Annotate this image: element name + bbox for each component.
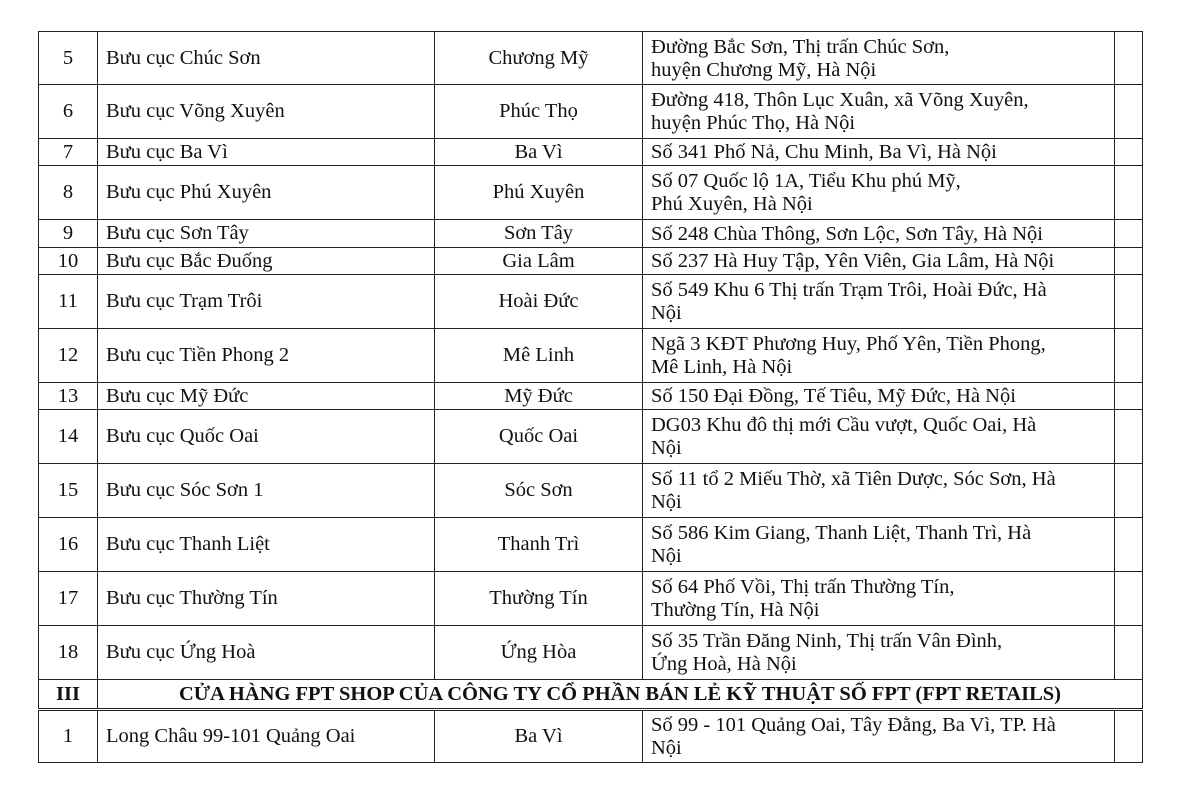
- address-line: Số 64 Phố Vồi, Thị trấn Thường Tín,: [651, 576, 955, 598]
- row-number: 15: [39, 464, 98, 518]
- row-number: 13: [39, 383, 98, 410]
- table-row: [39, 464, 1143, 518]
- address-line: Số 07 Quốc lộ 1A, Tiểu Khu phú Mỹ,: [651, 170, 961, 192]
- table-row: [39, 410, 1143, 464]
- address-line: Nội: [651, 302, 682, 324]
- office-name: Bưu cục Thường Tín: [98, 572, 435, 626]
- address-line: Số 237 Hà Huy Tập, Yên Viên, Gia Lâm, Hà Nội: [651, 250, 1055, 272]
- note-cell: [1115, 275, 1143, 329]
- address: [643, 166, 1115, 220]
- address: [643, 572, 1115, 626]
- office-name: Bưu cục Chúc Sơn: [98, 32, 435, 85]
- office-name: Bưu cục Sơn Tây: [98, 220, 435, 248]
- section-header: [39, 680, 1143, 710]
- address: [643, 626, 1115, 680]
- office-name: Bưu cục Ba Vì: [98, 139, 435, 166]
- row-number: 11: [39, 275, 98, 329]
- table-row: [39, 220, 1143, 248]
- row-number: 16: [39, 518, 98, 572]
- office-name: Long Châu 99-101 Quảng Oai: [98, 710, 435, 763]
- row-number: 1: [39, 710, 98, 763]
- table-row: [39, 572, 1143, 626]
- office-name: Bưu cục Quốc Oai: [98, 410, 435, 464]
- document-page: [38, 31, 1142, 763]
- note-cell: [1115, 166, 1143, 220]
- row-number: 9: [39, 220, 98, 248]
- note-cell: [1115, 626, 1143, 680]
- address: [643, 464, 1115, 518]
- district: Thường Tín: [435, 572, 643, 626]
- table-row: [39, 329, 1143, 383]
- address-line: Đường Bắc Sơn, Thị trấn Chúc Sơn,: [651, 35, 950, 58]
- note-cell: [1115, 383, 1143, 410]
- section-number: III: [39, 680, 98, 710]
- table-row: [39, 710, 1143, 763]
- row-number: 10: [39, 248, 98, 275]
- address-line: Số 549 Khu 6 Thị trấn Trạm Trôi, Hoài Đức, Hà: [651, 279, 1047, 301]
- table-row: [39, 275, 1143, 329]
- table-row: [39, 85, 1143, 139]
- note-cell: [1115, 329, 1143, 383]
- district: Sóc Sơn: [435, 464, 643, 518]
- district: Hoài Đức: [435, 275, 643, 329]
- office-name: Bưu cục Sóc Sơn 1: [98, 464, 435, 518]
- table-row: [39, 383, 1143, 410]
- note-cell: [1115, 220, 1143, 248]
- address: [643, 248, 1115, 275]
- address-line: Ngã 3 KĐT Phương Huy, Phố Yên, Tiền Phong,: [651, 333, 1046, 355]
- row-number: 8: [39, 166, 98, 220]
- address: [643, 32, 1115, 85]
- district: Ba Vì: [435, 139, 643, 166]
- address-line: Đường 418, Thôn Lục Xuân, xã Võng Xuyên,: [651, 89, 1029, 111]
- address-line: Số 341 Phố Nả, Chu Minh, Ba Vì, Hà Nội: [651, 141, 997, 163]
- note-cell: [1115, 248, 1143, 275]
- address: [643, 383, 1115, 410]
- note-cell: [1115, 518, 1143, 572]
- address-line: Số 586 Kim Giang, Thanh Liệt, Thanh Trì, Hà: [651, 522, 1032, 544]
- address: [643, 139, 1115, 166]
- address-line: Số 35 Trần Đăng Ninh, Thị trấn Vân Đình,: [651, 630, 1003, 652]
- office-name: Bưu cục Bắc Đuống: [98, 248, 435, 275]
- office-name: Bưu cục Võng Xuyên: [98, 85, 435, 139]
- row-number: 17: [39, 572, 98, 626]
- address-line: Số 248 Chùa Thông, Sơn Lộc, Sơn Tây, Hà Nội: [651, 222, 1044, 245]
- district: Chương Mỹ: [435, 32, 643, 85]
- note-cell: [1115, 32, 1143, 85]
- office-name: Bưu cục Tiền Phong 2: [98, 329, 435, 383]
- address-line: Nội: [651, 491, 682, 513]
- address-line: Ứng Hoà, Hà Nội: [651, 653, 797, 675]
- table-row: [39, 139, 1143, 166]
- table-row: [39, 248, 1143, 275]
- row-number: 6: [39, 85, 98, 139]
- table-row: [39, 166, 1143, 220]
- note-cell: [1115, 139, 1143, 166]
- address: [643, 220, 1115, 248]
- address-line: Nội: [651, 737, 682, 759]
- row-number: 5: [39, 32, 98, 85]
- table-row: [39, 626, 1143, 680]
- district: Phú Xuyên: [435, 166, 643, 220]
- address-line: Thường Tín, Hà Nội: [651, 599, 820, 621]
- address: [643, 710, 1115, 763]
- row-number: 7: [39, 139, 98, 166]
- district: Quốc Oai: [435, 410, 643, 464]
- table-row: [39, 32, 1143, 85]
- district: Phúc Thọ: [435, 85, 643, 139]
- address: [643, 85, 1115, 139]
- office-name: Bưu cục Thanh Liệt: [98, 518, 435, 572]
- address-line: Nội: [651, 545, 682, 567]
- note-cell: [1115, 85, 1143, 139]
- address-line: Số 11 tổ 2 Miếu Thờ, xã Tiên Dược, Sóc Sơn, Hà: [651, 468, 1056, 490]
- row-number: 12: [39, 329, 98, 383]
- address-line: Số 99 - 101 Quảng Oai, Tây Đằng, Ba Vì, TP. Hà: [651, 714, 1056, 736]
- district: Ứng Hòa: [435, 626, 643, 680]
- district: Mê Linh: [435, 329, 643, 383]
- section-title: CỬA HÀNG FPT SHOP CỦA CÔNG TY CỔ PHẦN BÁN LẺ KỸ THUẬT SỐ FPT (FPT RETAILS): [98, 680, 1143, 710]
- district: Sơn Tây: [435, 220, 643, 248]
- note-cell: [1115, 710, 1143, 763]
- address: [643, 518, 1115, 572]
- section-row: [39, 680, 1143, 710]
- office-name: Bưu cục Trạm Trôi: [98, 275, 435, 329]
- note-cell: [1115, 572, 1143, 626]
- address: [643, 410, 1115, 464]
- note-cell: [1115, 410, 1143, 464]
- office-name: Bưu cục Mỹ Đức: [98, 383, 435, 410]
- post-office-table: [38, 31, 1143, 763]
- district: Thanh Trì: [435, 518, 643, 572]
- address-line: Phú Xuyên, Hà Nội: [651, 193, 813, 215]
- address-line: DG03 Khu đô thị mới Cầu vượt, Quốc Oai, Hà: [651, 414, 1037, 436]
- address: [643, 275, 1115, 329]
- note-cell: [1115, 464, 1143, 518]
- district: Mỹ Đức: [435, 383, 643, 410]
- table-row: [39, 518, 1143, 572]
- district: Gia Lâm: [435, 248, 643, 275]
- row-number: 14: [39, 410, 98, 464]
- office-name: Bưu cục Phú Xuyên: [98, 166, 435, 220]
- address-line: huyện Phúc Thọ, Hà Nội: [651, 112, 856, 134]
- table-body-bottom: [39, 710, 1143, 763]
- address-line: Số 150 Đại Đồng, Tế Tiêu, Mỹ Đức, Hà Nội: [651, 385, 1016, 407]
- office-name: Bưu cục Ứng Hoà: [98, 626, 435, 680]
- table-body-top: [39, 32, 1143, 680]
- address-line: Mê Linh, Hà Nội: [651, 356, 793, 378]
- address: [643, 329, 1115, 383]
- row-number: 18: [39, 626, 98, 680]
- address-line: huyện Chương Mỹ, Hà Nội: [651, 58, 877, 81]
- address-line: Nội: [651, 437, 682, 459]
- district: Ba Vì: [435, 710, 643, 763]
